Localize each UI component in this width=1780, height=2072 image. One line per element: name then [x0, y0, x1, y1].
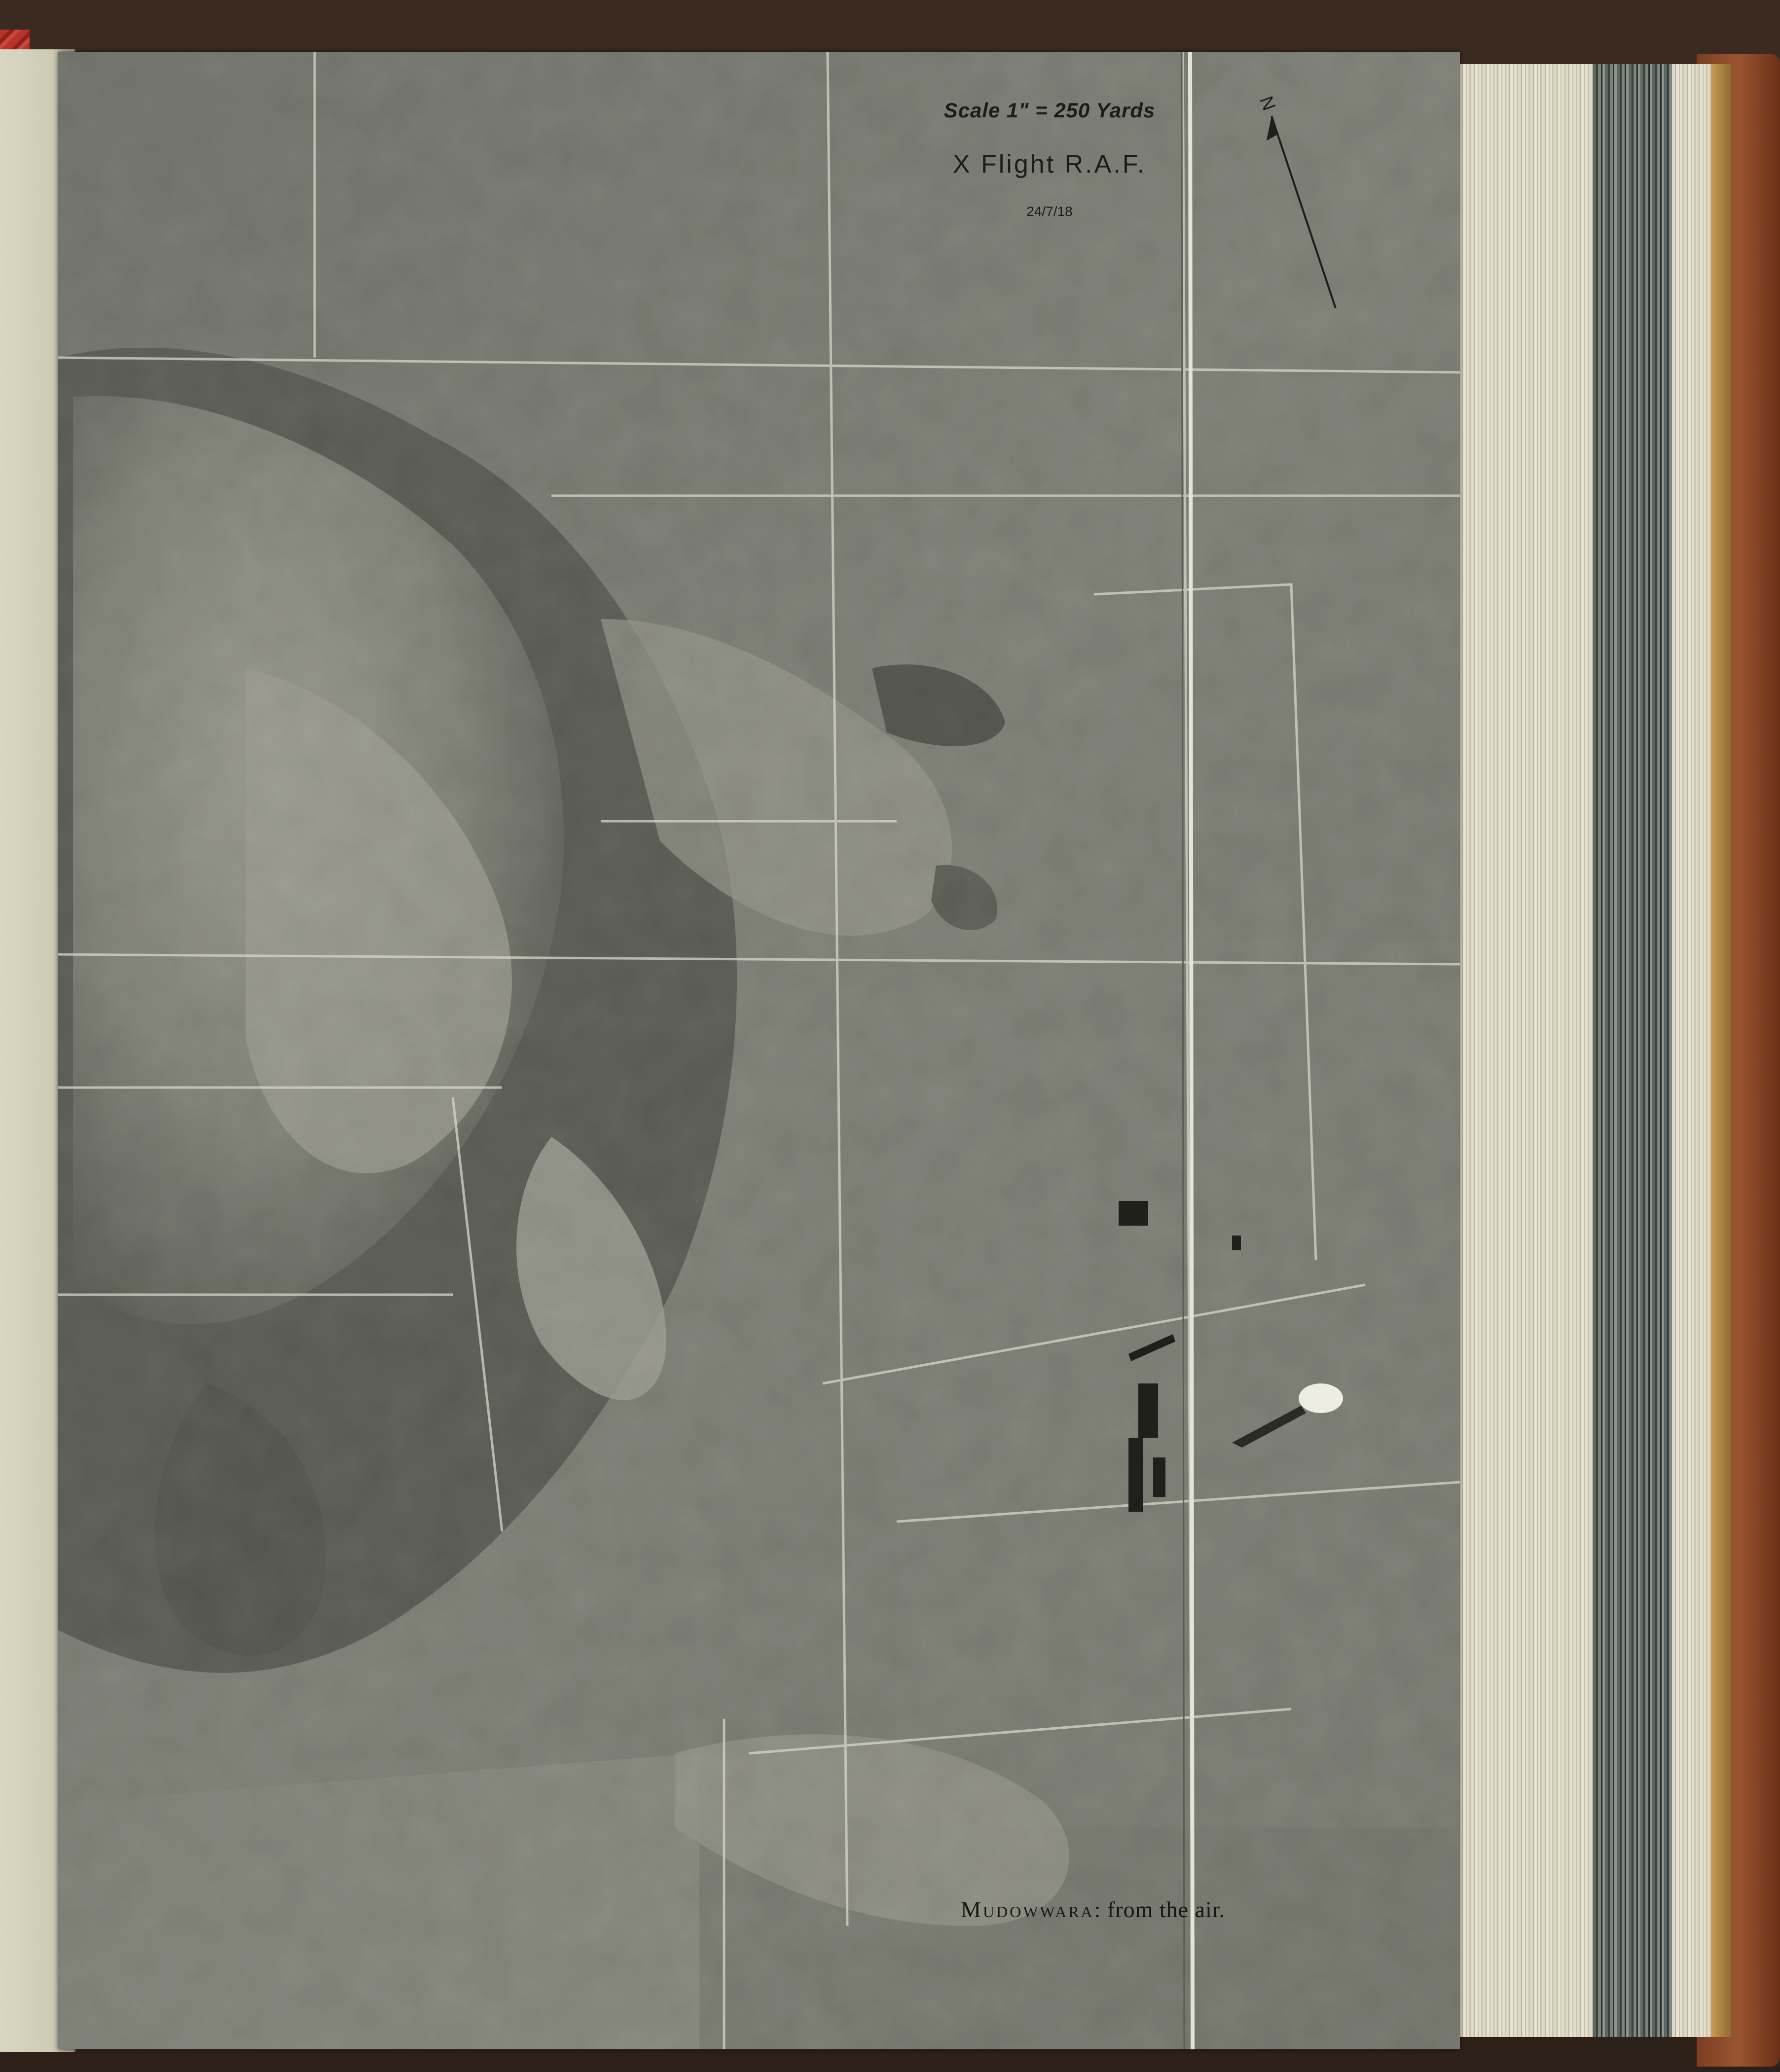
photo-grain	[58, 52, 1460, 2049]
page-edges-dark-band	[1593, 64, 1672, 2037]
scale-label: Scale 1" = 250 Yards	[944, 99, 1156, 122]
caption-place: Mudowwara	[961, 1897, 1094, 1922]
page-edges-gilt	[1711, 64, 1731, 2037]
page-edges	[1455, 64, 1731, 2037]
north-arrow-icon	[1252, 76, 1360, 333]
caption-rest: : from the air.	[1094, 1897, 1226, 1922]
north-label: N	[1255, 93, 1280, 113]
aerial-mosaic	[58, 52, 1460, 2049]
date-label: 24/7/18	[1026, 204, 1073, 219]
flight-label: X Flight R.A.F.	[952, 150, 1147, 179]
plate-caption	[961, 1896, 1405, 1923]
aerial-photo-plate	[58, 52, 1460, 2049]
plate-header	[828, 99, 1271, 219]
